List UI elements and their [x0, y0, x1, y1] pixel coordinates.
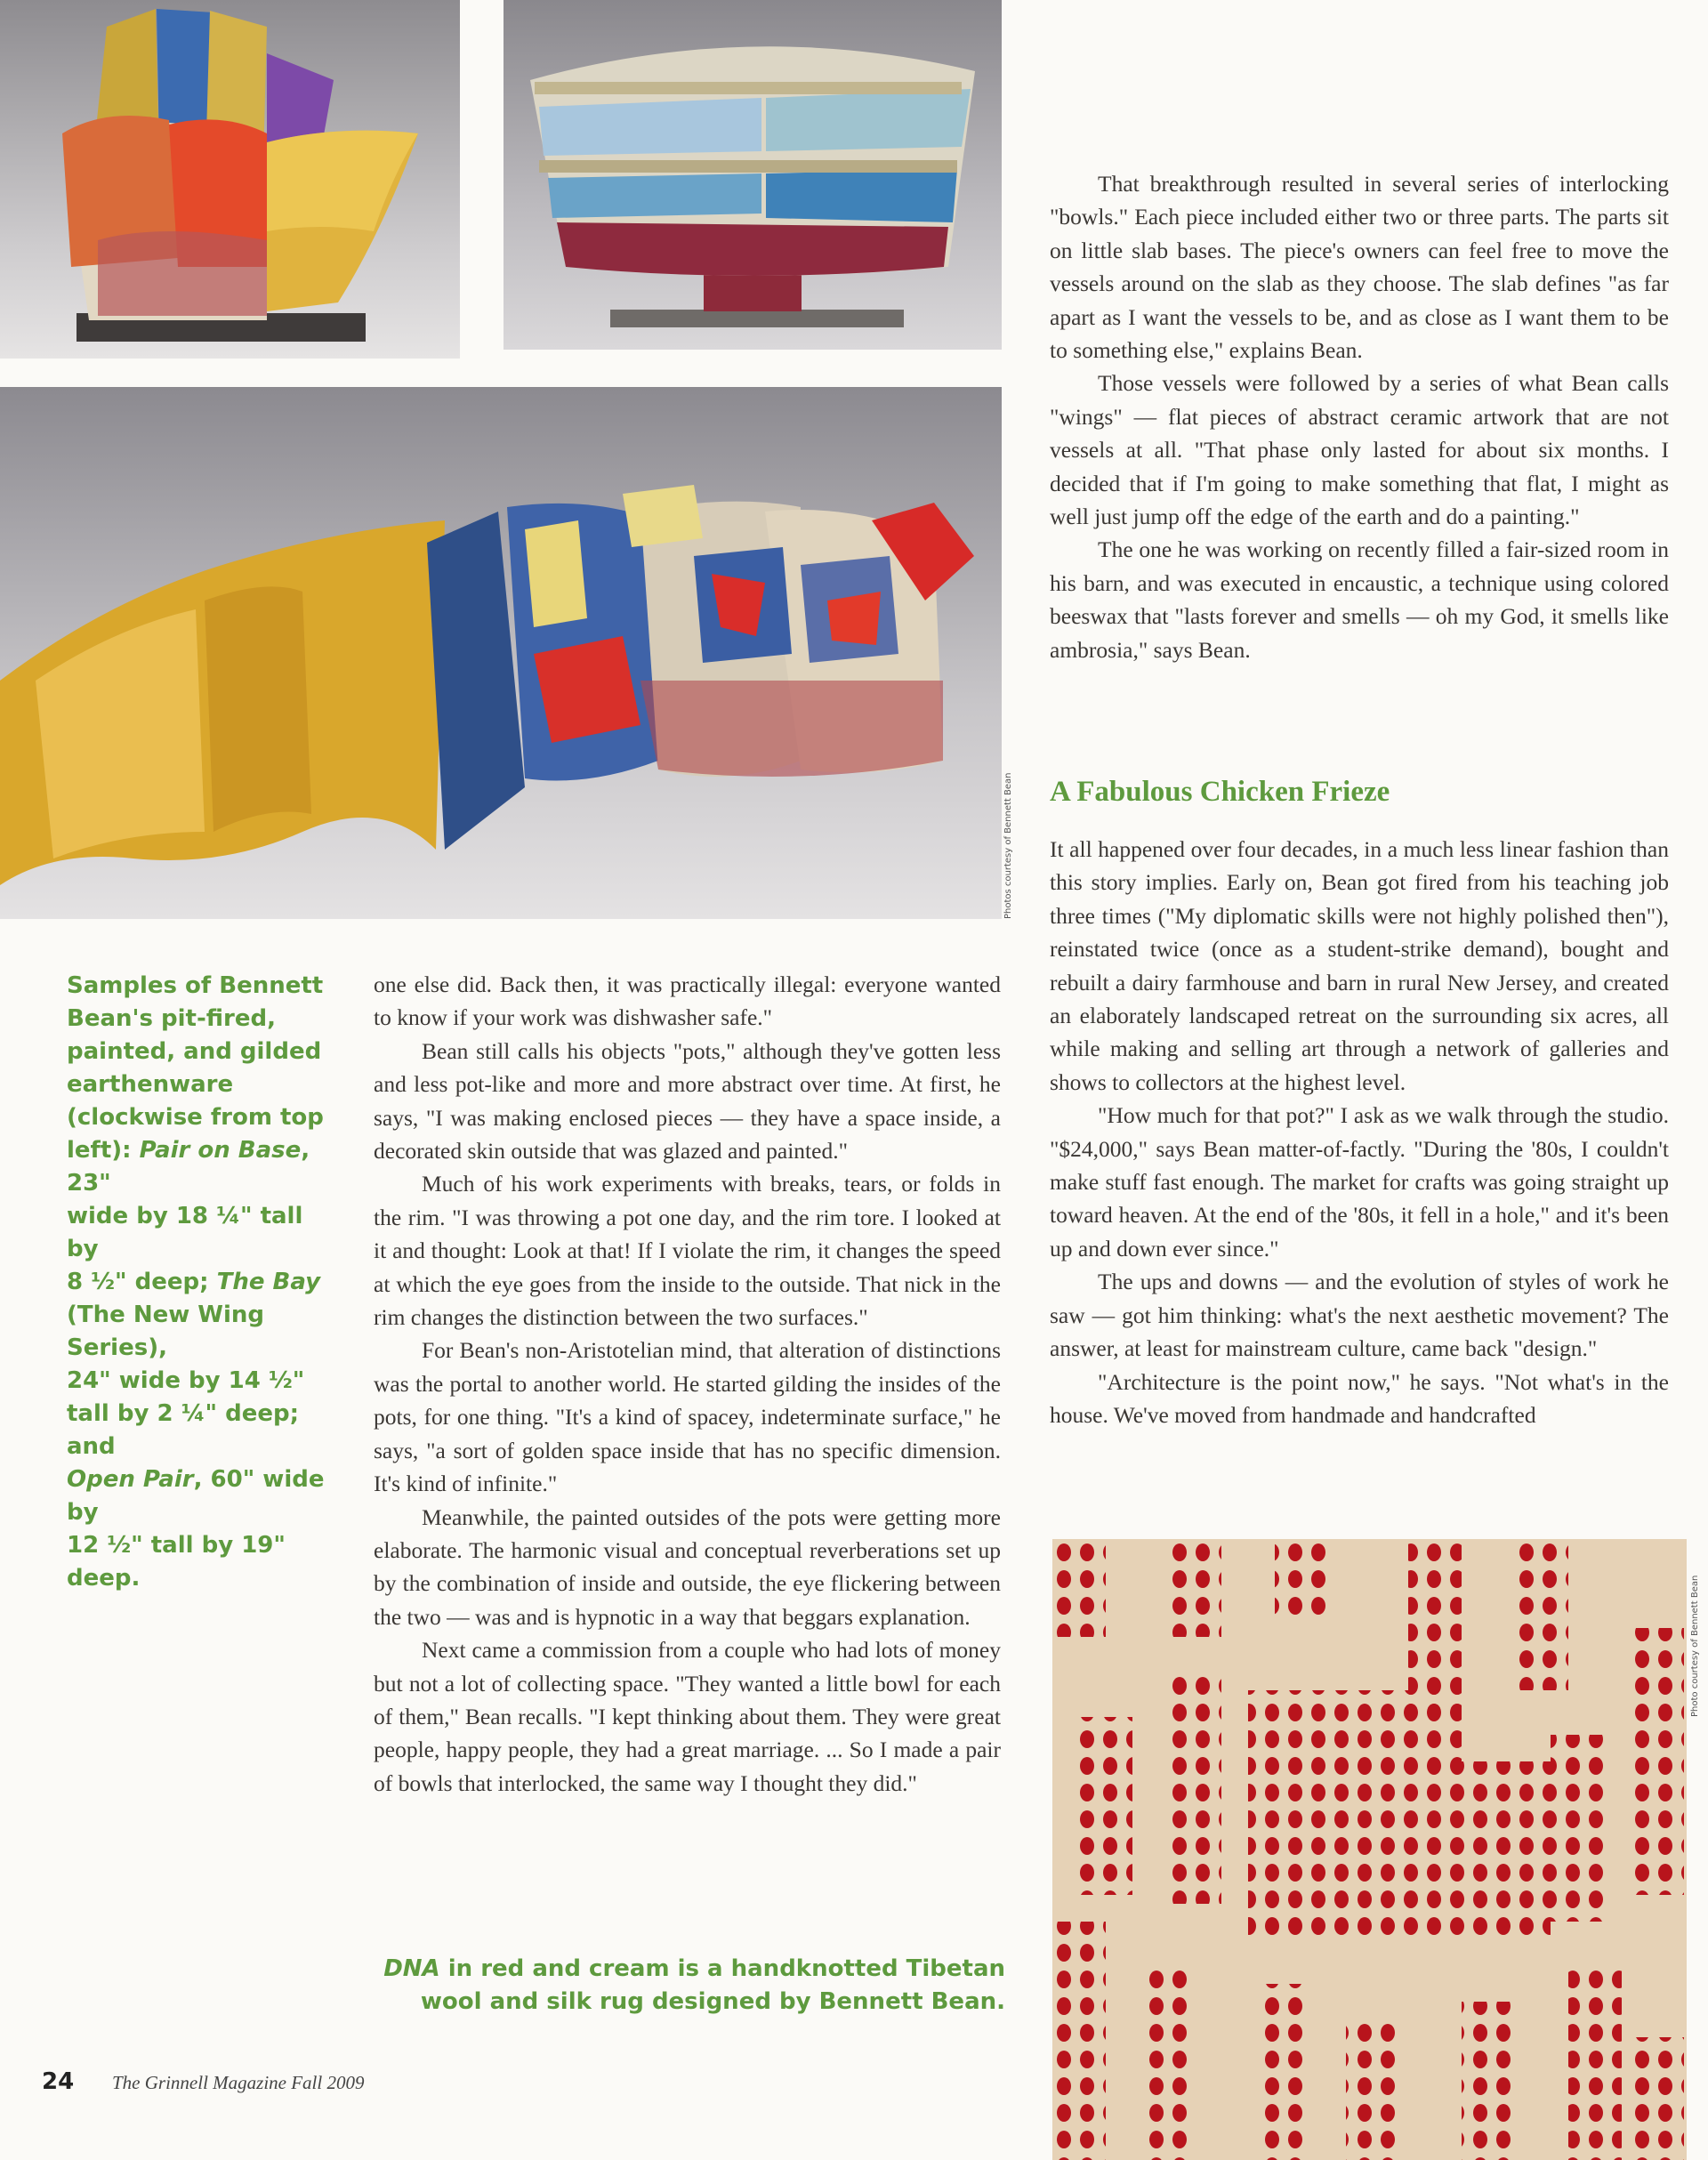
paragraph: For Bean's non-Aristotelian mind, that alteration of distinctions was the portal to another world. He started gilding the insides of the pots, for one thing. "It's a kind of spacey, indeterminate surface," he says, "a sort of golden space inside that has no specific dimension. It's kind of infinite.": [374, 1337, 1001, 1497]
paragraph: "Architecture is the point now," he says. "Not what's in the house. We've moved from handmade and handcrafted: [1050, 1368, 1669, 1428]
photo-open-pair: [0, 387, 1002, 919]
page-number: 24: [42, 2068, 75, 2095]
paragraph: one else did. Back then, it was practically illegal: everyone wanted to know if your work was dishwasher safe.": [374, 971, 1001, 1031]
photo-credit-top: Photos courtesy of Bennett Bean: [1003, 772, 1013, 919]
photo-credit-rug: Photo courtesy of Bennett Bean: [1690, 1575, 1700, 1717]
paragraph: The ups and downs — and the evolution of styles of work he saw — got him thinking: what's the next aesthetic movement? The answer, at least for mainstream culture, came back "design.": [1050, 1269, 1669, 1362]
magazine-title: The Grinnell Magazine Fall 2009: [112, 2072, 365, 2093]
paragraph: Meanwhile, the painted outsides of the pots were getting more elaborate. The harmonic visual and conceptual reverberations set up by the combination of inside and outside, the eye flickering between the two — was and is hypnotic in a way that beggars explanation.: [374, 1503, 1001, 1630]
pair-on-base-artwork: [0, 0, 460, 359]
open-pair-artwork: [0, 387, 1002, 919]
article-column-right-top: [1050, 167, 1669, 666]
paragraph: Those vessels were followed by a series of what Bean calls "wings" — flat pieces of abstract ceramic artwork that are not vessels at all. "That phase only lasted for about six months. I decided that if I'm going to make something that flat, I might as well just jump off the edge of the earth and do a painting.": [1050, 370, 1669, 530]
dna-rug-pattern: [1052, 1539, 1687, 2160]
paragraph: Next came a commission from a couple who had lots of money but not a lot of collecting space. "They wanted a little bowl for each of them," Bean recalls. "I kept thinking about them. They were great people, happy people, they had a great marriage. ... So I made a pair of bowls that interlocked, the same way I thought they did.": [374, 1637, 1001, 1796]
article-column-right-bottom: [1050, 833, 1669, 1431]
paragraph: That breakthrough resulted in several series of interlocking "bowls." Each piece included either two or three parts. The parts sit on little slab bases. The piece's owners can feel free to move the vessels around on the slab as they choose. The slab defines "as far apart as I want the vessels to be, and as close as I want them to be to something else," explains Bean.: [1050, 171, 1669, 364]
paragraph: "How much for that pot?" I ask as we walk through the studio. "$24,000," says Bean matter-of-factly. "During the '80s, I couldn't make stuff fast enough. The market for crafts was going straight up toward heaven. At the end of the '80s, it fell in a hole," and it's been up and down ever since.": [1050, 1102, 1669, 1261]
photo-pair-on-base: [0, 0, 460, 359]
paragraph: Much of his work experiments with breaks, tears, or folds in the rim. "I was throwing a pot one day, and the rim tore. I looked at it and thought: Look at that! If I violate the rim, it changes the speed at which the eye goes from the inside to the outside. That nick in the rim changes the distinction between the two surfaces.": [374, 1171, 1001, 1331]
photo-dna-rug: [1052, 1539, 1687, 2160]
section-heading: A Fabulous Chicken Frieze: [1050, 776, 1390, 808]
paragraph: It all happened over four decades, in a much less linear fashion than this story implies. Early on, Bean got fired from his teaching job three times ("My diplomatic skills were not highly polished then"), reinstated twice (once as a student-strike demand), bought and rebuilt a dairy farmhouse and barn in rural New Jersey, and created an elaborately landscaped retreat on the surrounding six acres, all while making and selling art through a network of galleries and shows to collectors at the highest level.: [1050, 836, 1669, 1095]
caption-dna-rug: DNA in red and cream is a handknotted Tibetan wool and silk rug designed by Bennett Bean.: [383, 1955, 1005, 2015]
paragraph: Bean still calls his objects "pots," although they've gotten less and less pot-like and more and more abstract over time. At first, he says, "I was making enclosed pieces — they have a space inside, a decorated skin outside that was glazed and painted.": [374, 1037, 1001, 1165]
photo-the-bay: [504, 0, 1002, 350]
caption-open-pair: Samples of Bennett Bean's pit-fired, painted, and gilded earthenware (clockwise from top left): Pair on Base, 23" wide by 18 ¼" tall by 8 ½" deep; The Bay (The New Wing Series), 24" wide by 14 ½" tall by 2 ¼" deep; and Open Pair, 60" wide by 12 ½" tall by 19" deep.: [67, 972, 325, 1592]
article-column-middle: [374, 968, 1001, 1800]
the-bay-artwork: [504, 0, 1002, 350]
paragraph: The one he was working on recently filled a fair-sized room in his barn, and was executed in encaustic, a technique using colored beeswax that "lasts forever and smells — oh my God, it smells like ambrosia," says Bean.: [1050, 536, 1669, 663]
